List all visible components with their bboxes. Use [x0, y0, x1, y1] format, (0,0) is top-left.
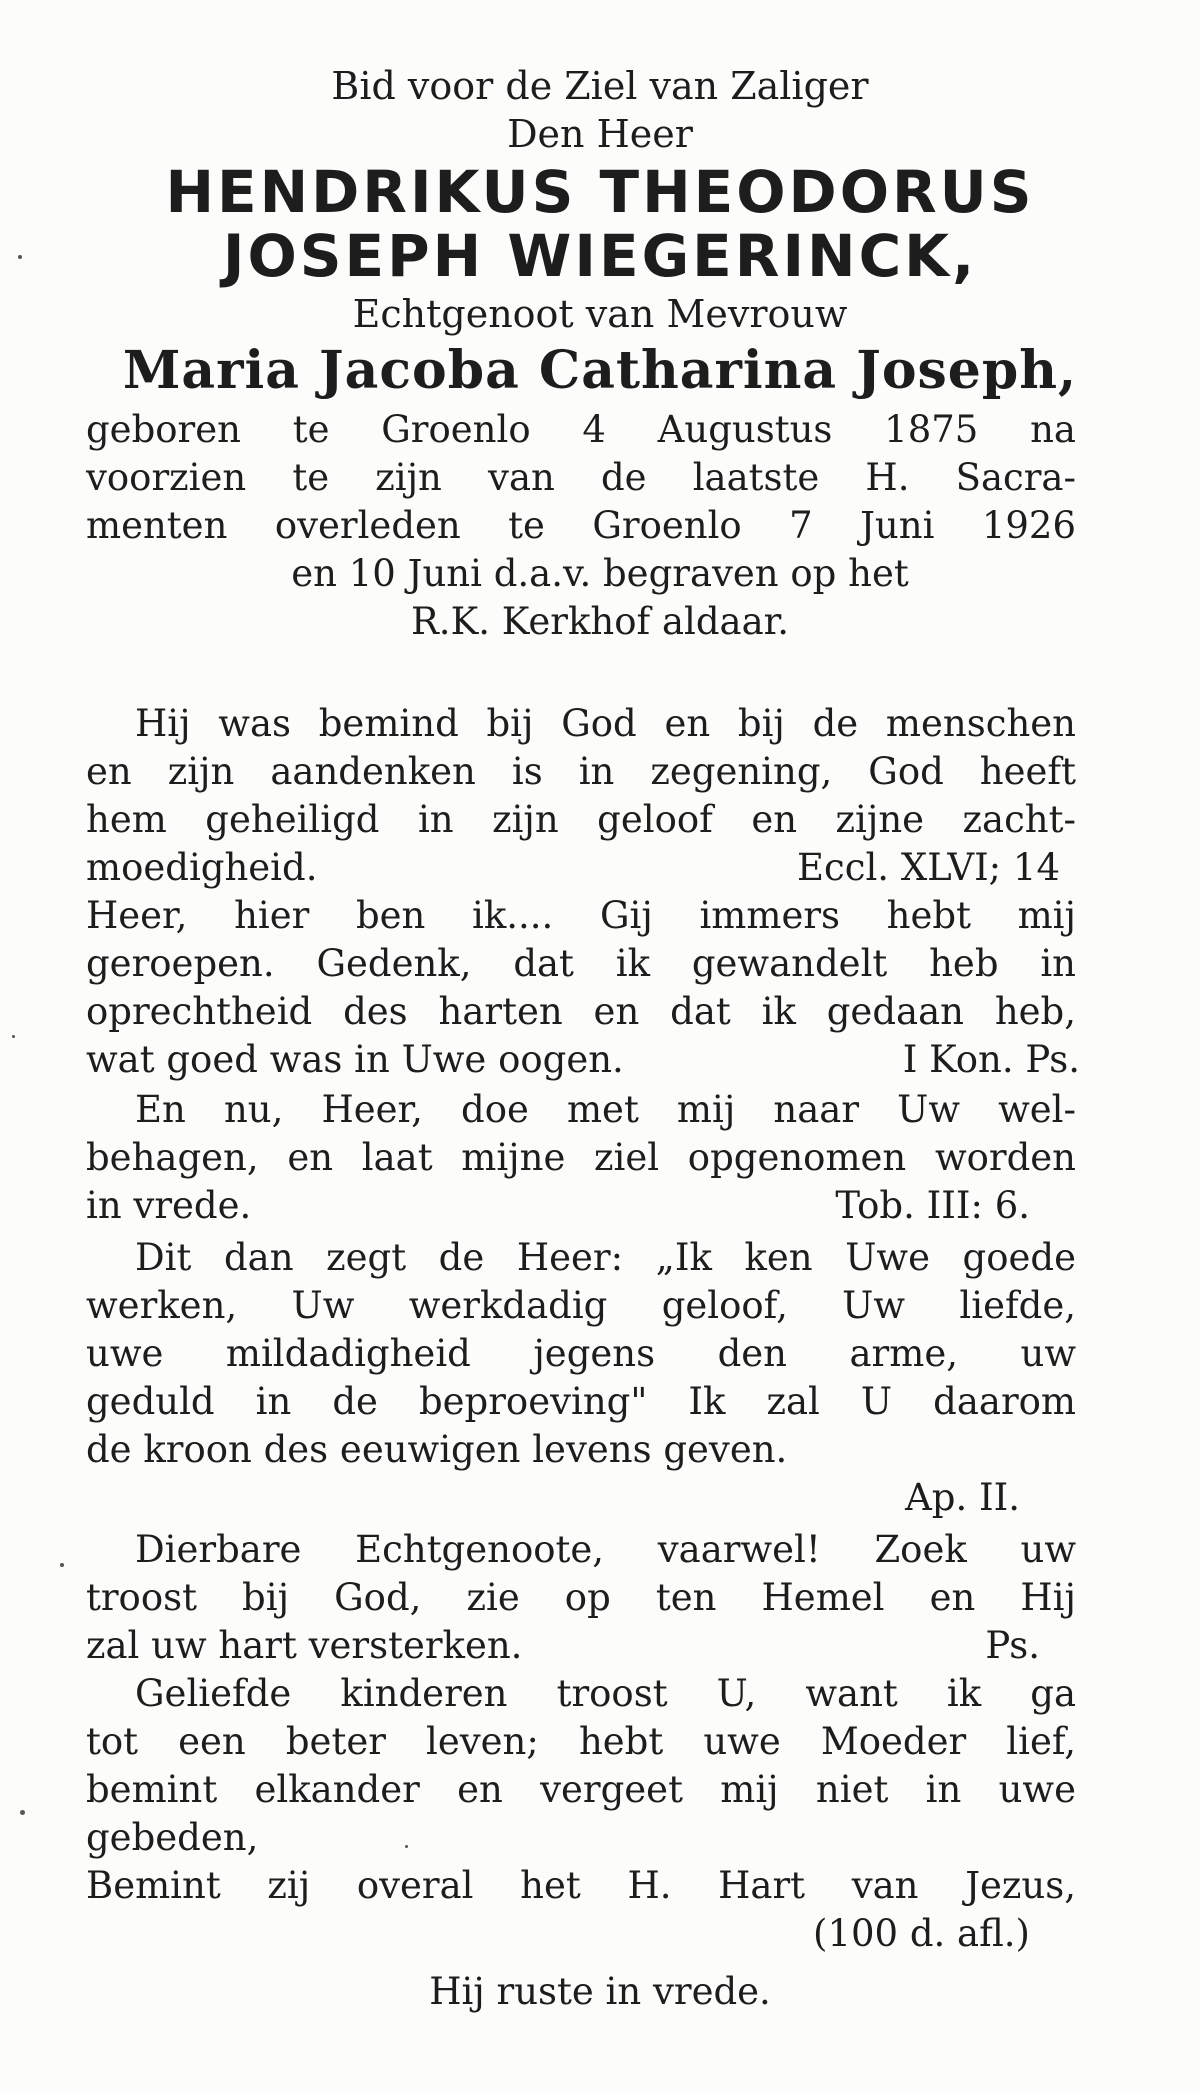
closing-line: Hij ruste in vrede. [429, 1970, 771, 2013]
verse-line: wat goed was in Uwe oogen. [86, 1038, 624, 1081]
verse-line: behagen, en laat mijne ziel opgenomen worden [86, 1136, 1076, 1179]
verse-line: Dit dan zegt de Heer: „Ik ken Uwe goede [135, 1236, 1076, 1279]
bio-line: R.K. Kerkhof aldaar. [410, 600, 790, 643]
scripture-reference: Ps. [985, 1624, 1040, 1667]
bio-line: geboren te Groenlo 4 Augustus 1875 na [86, 408, 1076, 451]
verse-line: Hij was bemind bij God en bij de menschen [135, 702, 1076, 745]
verse-line: geroepen. Gedenk, dat ik gewandelt heb in [86, 942, 1076, 985]
print-speck [405, 1845, 408, 1848]
spouse-name: Maria Jacoba Catharina Joseph, [122, 340, 1078, 401]
verse-line: En nu, Heer, doe met mij naar Uw wel- [135, 1088, 1076, 1131]
print-speck [12, 1035, 15, 1038]
verse-line: bemint elkander en vergeet mij niet in uwe [86, 1768, 1076, 1811]
verse-line: werken, Uw werkdadig geloof, Uw liefde, [86, 1284, 1076, 1327]
print-speck [18, 255, 22, 259]
verse-line: zal uw hart versterken. [86, 1624, 523, 1667]
print-speck [20, 1810, 25, 1815]
bio-line: menten overleden te Groenlo 7 Juni 1926 [86, 504, 1076, 547]
den-heer: Den Heer [507, 112, 693, 156]
verse-line: troost bij God, zie op ten Hemel en Hij [86, 1576, 1076, 1619]
verse-line: Bemint zij overal het H. Hart van Jezus, [86, 1864, 1076, 1907]
verse-line: hem geheiligd in zijn geloof en zijne zacht- [86, 798, 1076, 841]
spouse-intro: Echtgenoot van Mevrouw [352, 292, 848, 336]
verse-line: Heer, hier ben ik.... Gij immers hebt mij [86, 894, 1076, 937]
verse-line: uwe mildadigheid jegens den arme, uw [86, 1332, 1076, 1375]
indulgence-note: (100 d. afl.) [813, 1912, 1030, 1955]
verse-line: geduld in de beproeving" Ik zal U daarom [86, 1380, 1076, 1423]
scripture-reference: Tob. III: 6. [835, 1184, 1030, 1227]
verse-line: de kroon des eeuwigen levens geven. [86, 1428, 788, 1471]
verse-line: Dierbare Echtgenoote, vaarwel! Zoek uw [135, 1528, 1076, 1571]
verse-line: in vrede. [86, 1184, 252, 1227]
verse-line: oprechtheid des harten en dat ik gedaan heb, [86, 990, 1076, 1033]
deceased-name-line1: HENDRIKUS THEODORUS [165, 158, 1035, 226]
verse-line: tot een beter leven; hebt uwe Moeder lief, [86, 1720, 1076, 1763]
verse-line: gebeden, [86, 1816, 259, 1859]
verse-line: Geliefde kinderen troost U, want ik ga [135, 1672, 1076, 1715]
scripture-reference: I Kon. Ps. [902, 1038, 1080, 1081]
print-speck [60, 1563, 64, 1567]
scripture-reference: Eccl. XLVI; 14 [797, 846, 1060, 889]
verse-line: en zijn aandenken is in zegening, God heeft [86, 750, 1076, 793]
prayer-intro: Bid voor de Ziel van Zaliger [331, 64, 869, 108]
scripture-reference: Ap. II. [905, 1476, 1020, 1519]
bio-line: voorzien te zijn van de laatste H. Sacra- [86, 456, 1076, 499]
bio-line: en 10 Juni d.a.v. begraven op het [291, 552, 909, 595]
deceased-name-line2: JOSEPH WIEGERINCK, [222, 222, 978, 290]
verse-line: moedigheid. [86, 846, 318, 889]
